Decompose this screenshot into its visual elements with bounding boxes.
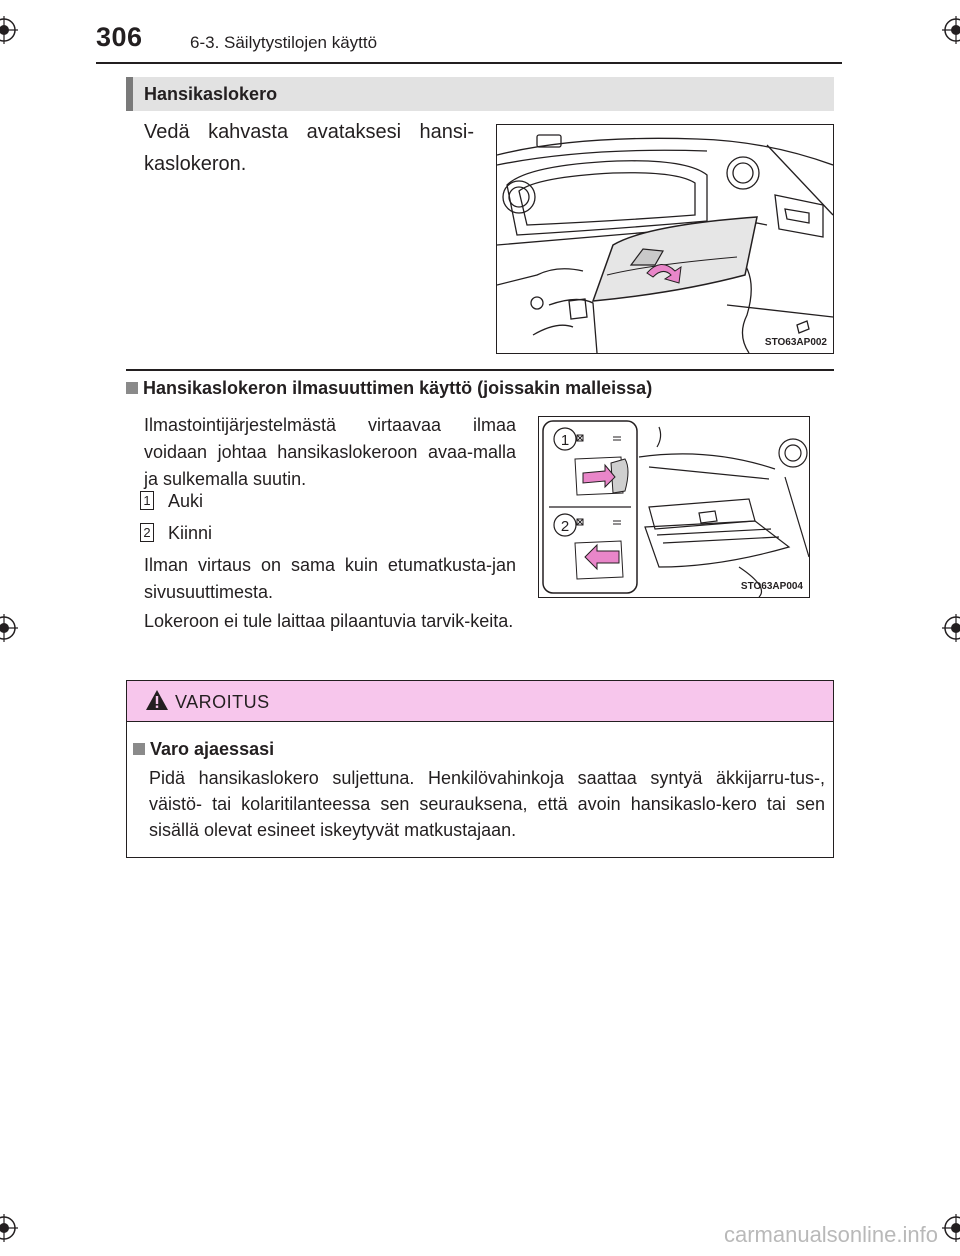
warning-subtitle: Varo ajaessasi <box>150 739 275 759</box>
warning-subtitle-row <box>133 739 274 760</box>
registration-mark-icon <box>942 16 960 44</box>
page-number: 306 <box>96 22 143 52</box>
section-breadcrumb: 6-3. Säilytystilojen käyttö <box>190 33 378 52</box>
header-divider <box>96 62 842 64</box>
glovebox-open-illustration <box>496 124 834 354</box>
air-vent-intro: Ilmastointijärjestelmästä virtaavaa ilmaa voidaan johtaa hansikaslokeroon avaa-malla ja sulkemalla suutin. <box>144 415 516 489</box>
subsection-title: Hansikaslokeron ilmasuuttimen käyttö (joissakin malleissa) <box>143 378 653 398</box>
warning-text: Pidä hansikaslokero suljettuna. Henkilövahinkoja saattaa syntyä äkkijarru-tus-, väistö- tai kolaritilanteessa sen seurauksena, että avoin hansikaslo-kero tai sen sisällä olevat esineet iskeytyvät matkustajaan. <box>149 768 825 840</box>
air-vent-drawing <box>539 417 809 597</box>
square-bullet-icon <box>133 743 145 755</box>
list-item <box>140 488 203 515</box>
section-bar-accent <box>126 77 133 111</box>
item-number: 1 <box>140 491 154 510</box>
registration-mark-icon <box>0 614 18 642</box>
registration-mark-icon <box>0 1214 18 1242</box>
square-bullet-icon <box>126 382 138 394</box>
callout-label: 1 <box>560 432 570 449</box>
callout-label: 2 <box>560 518 570 535</box>
subsection-heading <box>126 378 652 399</box>
item-label: Auki <box>168 491 204 511</box>
subsection-divider <box>126 369 834 371</box>
registration-mark-icon <box>942 614 960 642</box>
registration-mark-icon <box>0 16 18 44</box>
section-title-bar <box>126 77 834 111</box>
item-number: 2 <box>140 523 154 542</box>
air-vent-illustration <box>538 416 810 598</box>
section-title: Hansikaslokero <box>144 84 278 104</box>
list-item <box>140 520 212 547</box>
figure-code: STO63AP002 <box>764 337 827 348</box>
storage-note: Lokeroon ei tule laittaa pilaantuvia tarvik-keita. <box>144 611 514 631</box>
warning-label: VAROITUS <box>175 692 270 712</box>
warning-box <box>126 680 834 858</box>
warning-triangle-icon <box>145 689 169 711</box>
item-label: Kiinni <box>168 523 213 543</box>
glovebox-drawing <box>497 125 833 353</box>
warning-header <box>127 681 833 722</box>
glovebox-instruction: Vedä kahvasta avataksesi hansi-kaslokeron. <box>144 121 474 175</box>
registration-mark-icon <box>942 1214 960 1242</box>
footer-watermark: carmanualsonline.info <box>723 1222 938 1247</box>
air-flow-note: Ilman virtaus on sama kuin etumatkusta-jan sivusuuttimesta. <box>144 555 516 602</box>
figure-code: STO63AP004 <box>740 581 803 592</box>
